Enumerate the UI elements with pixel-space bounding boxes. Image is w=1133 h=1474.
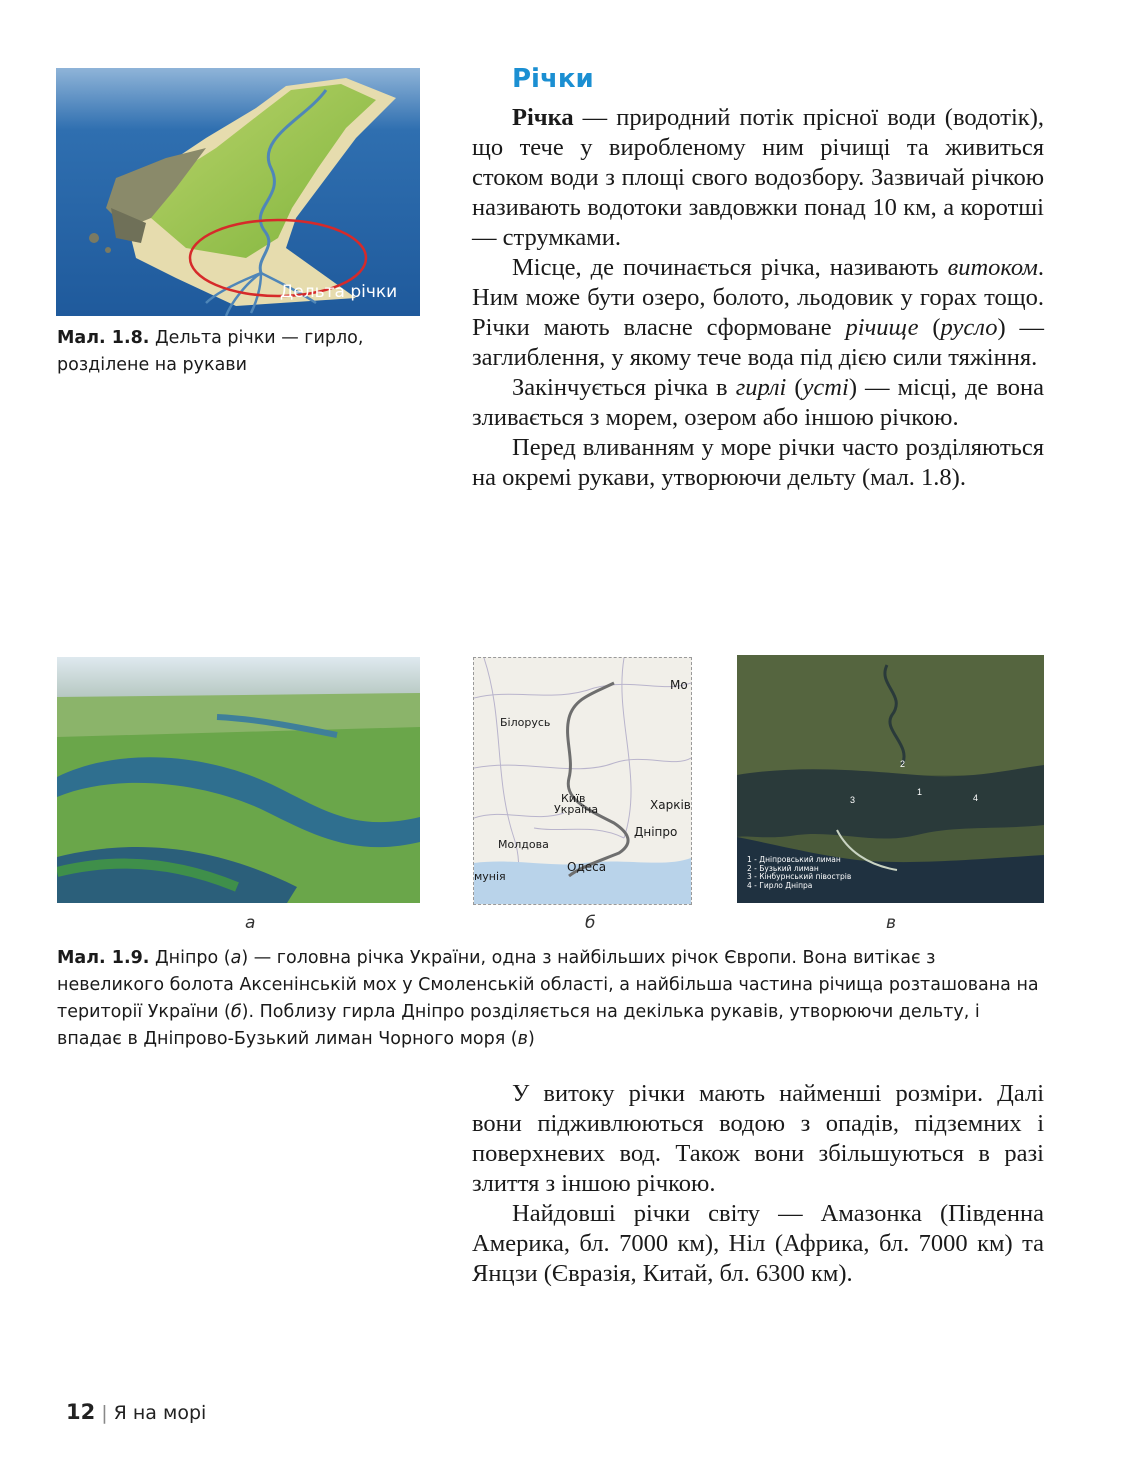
term-riverbed: річище (845, 314, 919, 341)
body-text-top (472, 103, 1044, 493)
caption-number: Мал. 1.9. (57, 948, 150, 968)
map-label-moscow: Мо (670, 678, 688, 692)
section-title: Річки (512, 64, 594, 94)
satellite-legend (747, 856, 851, 890)
map-label-kyiv: Київ (561, 792, 586, 805)
satellite-number-3: 3 (850, 795, 856, 805)
delta-overlay-label: Дельта річки (280, 282, 398, 302)
map-label-belarus: Білорусь (500, 716, 551, 729)
term-mouth: гирлі (735, 374, 787, 401)
term-source: витоком (947, 254, 1038, 281)
paragraph-growth: У витоку річки мають найменші розміри. Далі вони підживлюються водою з опадів, підземних і поверхневих вод. Також вони збільшуються в разі злиття з іншою річкою. (472, 1080, 1044, 1197)
caption-number: Мал. 1.8. (57, 328, 150, 348)
map-label-dnipro: Дніпро (634, 825, 678, 839)
paragraph-text: ( (918, 314, 941, 341)
legend-item-1: 1 - Дніпровський лиман (747, 855, 841, 864)
legend-item-2: 2 - Бузький лиман (747, 863, 819, 873)
figure-1-9-caption (57, 945, 1047, 1053)
map-label-moldova: Молдова (498, 838, 549, 851)
page-footer (66, 1400, 206, 1424)
sublabel-a: а (245, 913, 256, 933)
figure-1-8-caption (57, 325, 422, 379)
satellite-number-4: 4 (973, 793, 979, 803)
caption-ref-b: б (230, 1002, 242, 1022)
map-label-romania: мунія (474, 870, 506, 883)
caption-text: ). Поблизу гирла Дніпро розділяється на декілька рукавів, утворюючи дельту, і впадає в Дніпрово-Бузький лиман Чорного моря ( (57, 1002, 980, 1049)
paragraph-text: — природний потік прісної води (водотік), що тече у виробленому ним річищі та живиться стоком води з площі свого водозбору. Зазвичай річкою називають водотоки завдовжки понад 10 км, а коротші — струмками. (472, 104, 1044, 251)
paragraph-mouth (472, 373, 1044, 433)
caption-ref-c: в (517, 1029, 528, 1049)
caption-text: Дельта річки — гирло, розділене на рукави (57, 328, 364, 375)
map-label-ukraine: Україна (554, 803, 599, 816)
paragraph-text: . Ним може бути озеро, болото, льодовик у горах тощо. Річки мають власне сформоване (472, 254, 1044, 341)
paragraph-longest: Найдовші річки світу — Амазонка (Південна Америка, бл. 7000 км), Ніл (Африка, бл. 7000 км) та Янцзи (Євразія, Китай, бл. 6300 км). (472, 1200, 1044, 1287)
figure-dnipro-map (473, 657, 692, 905)
satellite-number-2: 2 (900, 759, 906, 769)
body-text-bottom (472, 1079, 1044, 1289)
term-estuary: усті (802, 374, 849, 401)
paragraph-definition (472, 103, 1044, 253)
caption-ref-a: а (230, 948, 242, 968)
term-channel: русло (940, 314, 998, 341)
page-number: 12 (66, 1400, 96, 1424)
river-aerial-photo (57, 657, 420, 903)
map-label-odesa: Одеса (567, 860, 607, 874)
legend-item-3: 3 - Кінбурнський півострів (747, 872, 852, 881)
sublabel-c: в (886, 913, 897, 933)
paragraph-text: ) — місці, де вона зливається з морем, озером або іншою річкою. (472, 374, 1044, 431)
term-river: Річка (512, 104, 574, 131)
map-label-kharkiv: Харків (650, 798, 691, 812)
paragraph-source (472, 253, 1044, 373)
paragraph-text: ( (786, 374, 803, 401)
paragraph-delta: Перед вливанням у море річки часто розділяються на окремі рукави, утворюючи дельту (мал. 1.8). (472, 434, 1044, 491)
figure-dnipro-satellite (737, 655, 1044, 903)
caption-text: Дніпро ( (149, 948, 231, 968)
paragraph-text: Закінчується річка в (512, 374, 736, 401)
caption-text: ) (527, 1029, 535, 1049)
footer-separator: | (101, 1402, 108, 1424)
figure-dnipro-photo (57, 657, 420, 903)
paragraph-text: Місце, де починається річка, називають (512, 254, 948, 281)
caption-text: ) — головна річка України, одна з найбільших річок Європи. Вона витікає з невеликого болота Аксенінській мох у Смоленській області, а найбільша частина річища розташована на території України ( (57, 948, 1039, 1022)
legend-item-4: 4 - Гирло Дніпра (747, 880, 813, 890)
delta-illustration (56, 68, 420, 316)
figure-delta-illustration (56, 68, 420, 316)
sublabel-b: б (585, 913, 596, 933)
book-title: Я на морі (113, 1402, 207, 1424)
paragraph-text: ) — заглиблення, у якому тече вода під дією сили тяжіння. (472, 314, 1044, 371)
satellite-number-1: 1 (917, 787, 923, 797)
